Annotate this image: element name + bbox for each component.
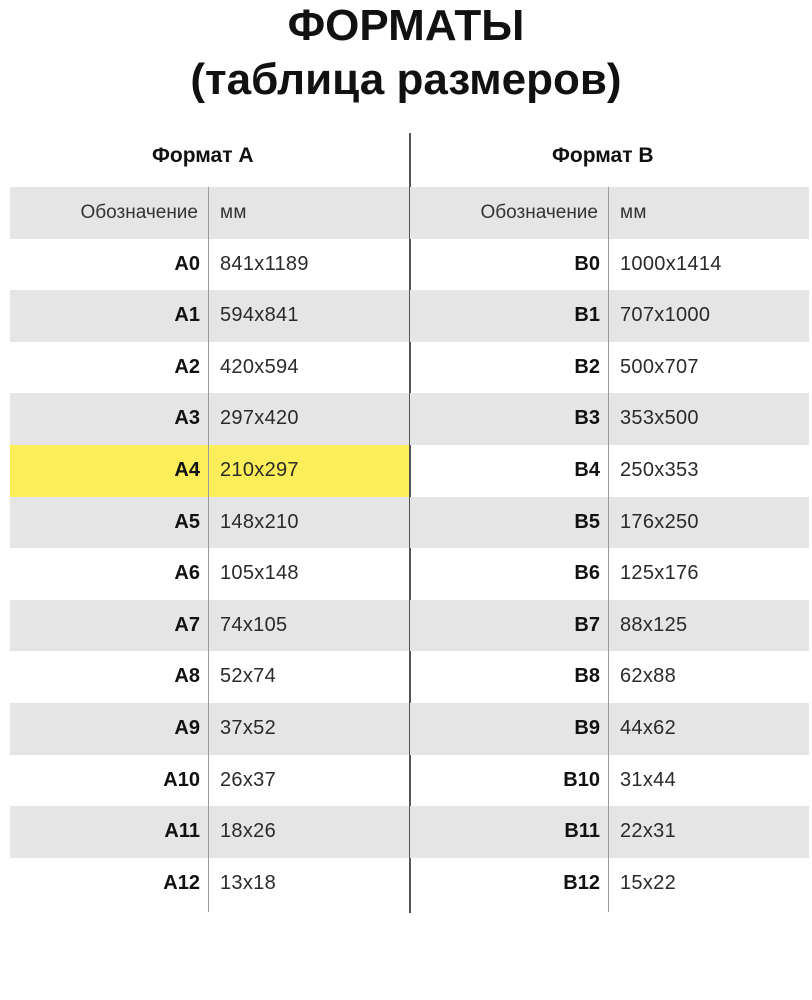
format-a-mm-cell: 594x841 xyxy=(220,304,299,327)
format-a-row xyxy=(10,497,409,549)
format-b-column-divider xyxy=(608,187,609,912)
format-a-code-cell: А3 xyxy=(174,407,200,430)
format-b-row xyxy=(410,239,809,291)
format-a-row xyxy=(10,342,409,394)
format-a-mm-cell: 37x52 xyxy=(220,716,276,739)
format-b-row xyxy=(410,342,809,394)
format-a-code-cell: А6 xyxy=(174,562,200,585)
format-b-code-cell: В6 xyxy=(574,562,600,585)
format-b-mm-cell: 15x22 xyxy=(620,871,676,894)
format-b-row xyxy=(410,445,809,497)
format-a-mm-header: мм xyxy=(220,202,247,223)
format-b-mm-cell: 1000x1414 xyxy=(620,252,722,275)
format-a-mm-cell: 105x148 xyxy=(220,562,299,585)
format-a-row xyxy=(10,858,409,910)
format-a-header-row xyxy=(10,187,409,239)
format-b-mm-cell: 707x1000 xyxy=(620,304,711,327)
format-b-mm-cell: 31x44 xyxy=(620,768,676,791)
format-a-row xyxy=(10,755,409,807)
format-b-row xyxy=(410,806,809,858)
format-b-mm-cell: 44x62 xyxy=(620,716,676,739)
format-b-heading: Формат В xyxy=(552,144,654,167)
format-a-mm-cell: 52x74 xyxy=(220,665,276,688)
format-a-mm-cell: 148x210 xyxy=(220,510,299,533)
format-b-row xyxy=(410,858,809,910)
format-a-mm-cell: 420x594 xyxy=(220,355,299,378)
format-b-table xyxy=(410,135,809,909)
format-a-row xyxy=(10,393,409,445)
format-b-code-cell: В7 xyxy=(574,613,600,636)
format-b-mm-header: мм xyxy=(620,202,647,223)
format-b-mm-cell: 88x125 xyxy=(620,613,688,636)
format-b-code-cell: В5 xyxy=(574,510,600,533)
format-a-row xyxy=(10,290,409,342)
format-b-mm-cell: 250x353 xyxy=(620,458,699,481)
format-b-code-cell: В3 xyxy=(574,407,600,430)
format-b-code-cell: В10 xyxy=(563,768,600,791)
format-a-code-cell: А11 xyxy=(164,820,200,843)
format-b-code-cell: В8 xyxy=(574,665,600,688)
format-a-code-cell: А10 xyxy=(163,768,200,791)
format-b-mm-cell: 125x176 xyxy=(620,562,699,585)
format-b-mm-cell: 500x707 xyxy=(620,355,699,378)
format-a-code-cell: А7 xyxy=(174,613,200,636)
format-b-row xyxy=(410,703,809,755)
format-a-row xyxy=(10,806,409,858)
format-a-mm-cell: 841x1189 xyxy=(220,252,309,275)
format-a-table xyxy=(10,135,409,909)
format-b-code-cell: В9 xyxy=(574,716,600,739)
format-b-code-cell: В4 xyxy=(574,458,600,481)
format-b-row xyxy=(410,651,809,703)
format-a-code-cell: А12 xyxy=(163,871,200,894)
format-b-mm-cell: 62x88 xyxy=(620,665,676,688)
format-a-rows xyxy=(10,239,409,910)
page-title: ФОРМАТЫ xyxy=(287,1,525,50)
format-a-mm-cell: 297x420 xyxy=(220,407,299,430)
format-b-header-row xyxy=(410,187,809,239)
format-b-code-cell: В12 xyxy=(563,871,600,894)
format-a-row xyxy=(10,548,409,600)
format-a-column-divider xyxy=(208,187,209,912)
format-a-mm-cell: 74x105 xyxy=(220,613,288,636)
format-b-mm-cell: 176x250 xyxy=(620,510,699,533)
format-a-mm-cell: 26x37 xyxy=(220,768,276,791)
format-a-row xyxy=(10,600,409,652)
format-a-row xyxy=(10,239,409,291)
format-b-row xyxy=(410,393,809,445)
format-a-code-cell: А8 xyxy=(174,665,200,688)
format-b-code-cell: В11 xyxy=(564,820,600,843)
page-subtitle: (таблица размеров) xyxy=(190,55,622,104)
format-b-code-cell: В0 xyxy=(574,252,600,275)
format-b-mm-cell: 353x500 xyxy=(620,407,699,430)
format-a-heading: Формат А xyxy=(152,144,254,167)
format-a-code-cell: А0 xyxy=(174,252,200,275)
format-a-code-cell: А4 xyxy=(174,458,200,481)
format-b-rows xyxy=(410,239,809,910)
format-b-row xyxy=(410,755,809,807)
format-a-mm-cell: 13x18 xyxy=(220,871,276,894)
format-b-code-cell: В2 xyxy=(574,355,600,378)
format-a-code-cell: А1 xyxy=(174,304,200,327)
format-a-code-cell: А5 xyxy=(174,510,200,533)
format-b-code-cell: В1 xyxy=(574,304,600,327)
format-b-row xyxy=(410,290,809,342)
format-a-code-header: Обозначение xyxy=(80,202,198,223)
format-a-code-cell: А2 xyxy=(174,355,200,378)
format-b-row xyxy=(410,497,809,549)
format-a-code-cell: А9 xyxy=(174,716,200,739)
format-a-row xyxy=(10,445,409,497)
format-a-mm-cell: 18x26 xyxy=(220,820,276,843)
format-a-row xyxy=(10,703,409,755)
format-b-row xyxy=(410,548,809,600)
format-b-row xyxy=(410,600,809,652)
format-a-mm-cell: 210x297 xyxy=(220,458,299,481)
format-b-code-header: Обозначение xyxy=(480,202,598,223)
format-b-mm-cell: 22x31 xyxy=(620,820,676,843)
format-a-row xyxy=(10,651,409,703)
